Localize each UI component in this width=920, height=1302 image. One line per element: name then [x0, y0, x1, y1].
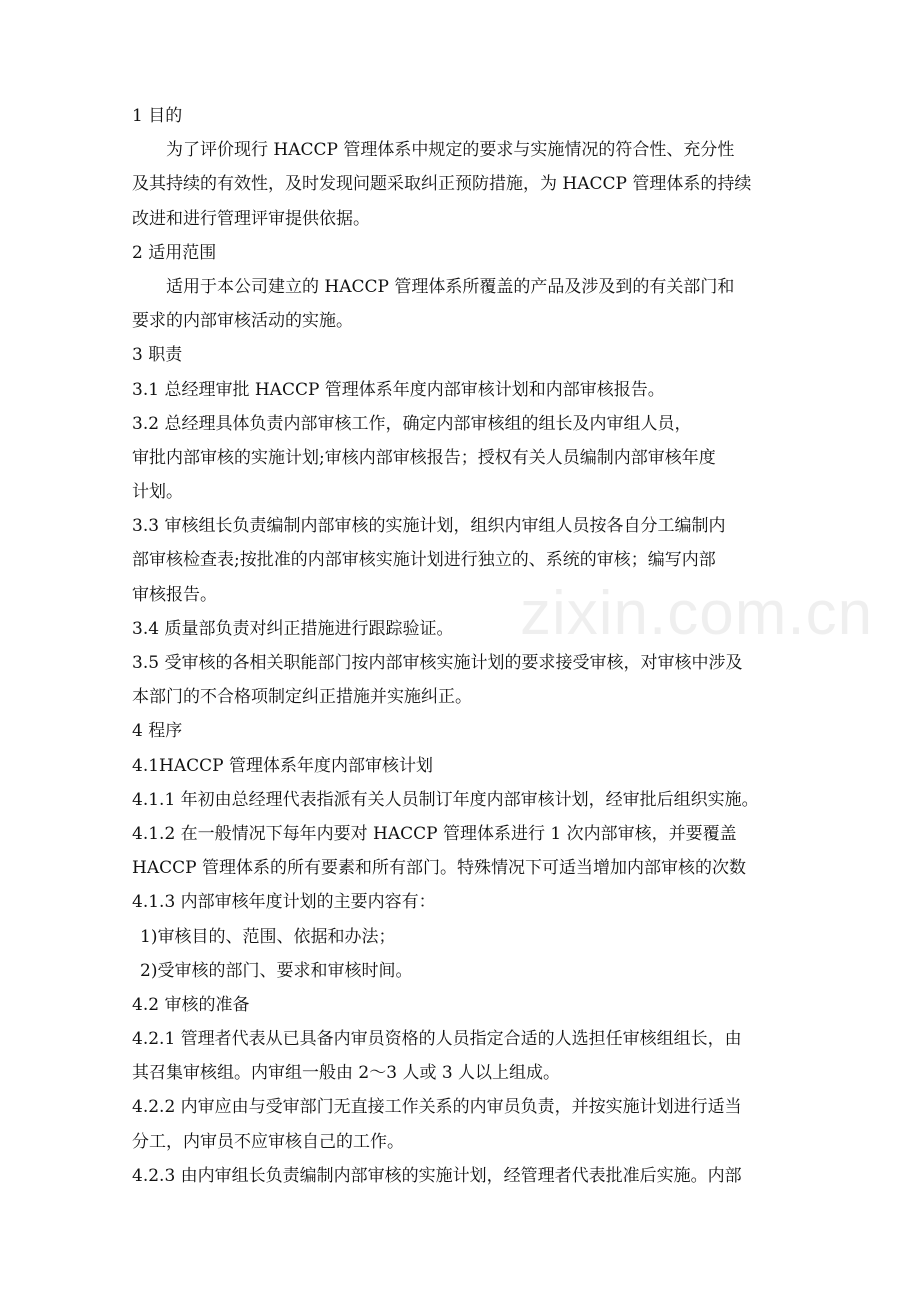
paragraph-line: 适用于本公司建立的 HACCP 管理体系所覆盖的产品及涉及到的有关部门和	[166, 276, 735, 297]
paragraph-line: 改进和进行管理评审提供依据。	[132, 208, 370, 229]
clause-line: 4.2.2 内审应由与受审部门无直接工作关系的内审员负责，并按实施计划进行适当	[132, 1097, 742, 1118]
paragraph-line: 要求的内部审核活动的实施。	[132, 311, 353, 332]
paragraph-line: 为了评价现行 HACCP 管理体系中规定的要求与实施情况的符合性、充分性	[166, 140, 735, 161]
paragraph-line: 及其持续的有效性，及时发现问题采取纠正预防措施，为 HACCP 管理体系的持续	[132, 174, 752, 195]
section-heading: 1 目的	[132, 106, 183, 126]
clause-line: 分工，内审员不应审核自己的工作。	[132, 1131, 404, 1152]
list-item: 1)审核目的、范围、依据和办法；	[140, 926, 396, 947]
watermark: zixin.com.cn	[520, 579, 874, 648]
clause-line: 3.4 质量部负责对纠正措施进行跟踪验证。	[132, 618, 454, 639]
document-body	[132, 99, 797, 1193]
clause-line: 4.1.3 内部审核年度计划的主要内容有：	[132, 892, 436, 913]
clause-line: 3.1 总经理审批 HACCP 管理体系年度内部审核计划和内部审核报告。	[132, 379, 665, 400]
list-item: 2)受审核的部门、要求和审核时间。	[140, 960, 413, 981]
clause-line: 本部门的不合格项制定纠正措施并实施纠正。	[132, 687, 472, 708]
clause-line: 3.3 审核组长负责编制内部审核的实施计划，组织内审组人员按各自分工编制内	[132, 516, 726, 537]
clause-line: 3.2 总经理具体负责内部审核工作，确定内部审核组的组长及内审组人员，	[132, 413, 692, 434]
section-heading: 2 适用范围	[132, 242, 217, 263]
clause-line: HACCP 管理体系的所有要素和所有部门。特殊情况下可适当增加内部审核的次数	[132, 858, 746, 879]
clause-line: 审核报告。	[132, 584, 217, 605]
clause-line: 4.1.1 年初由总经理代表指派有关人员制订年度内部审核计划，经审批后组织实施。	[132, 789, 759, 810]
section-heading: 3 职责	[132, 345, 183, 366]
clause-line: 其召集审核组。内审组一般由 2～3 人或 3 人以上组成。	[132, 1063, 561, 1084]
subsection-heading: 4.2 审核的准备	[132, 994, 250, 1015]
subsection-heading: 4.1HACCP 管理体系年度内部审核计划	[132, 755, 433, 776]
clause-line: 4.2.3 由内审组长负责编制内部审核的实施计划，经管理者代表批准后实施。内部	[132, 1165, 742, 1186]
clause-line: 部审核检查表;按批准的内部审核实施计划进行独立的、系统的审核；编写内部	[132, 550, 716, 571]
clause-line: 计划。	[132, 482, 183, 503]
clause-line: 4.2.1 管理者代表从已具备内审员资格的人员指定合适的人选担任审核组组长，由	[132, 1029, 742, 1050]
clause-line: 3.5 受审核的各相关职能部门按内部审核实施计划的要求接受审核，对审核中涉及	[132, 653, 743, 673]
clause-line: 审批内部审核的实施计划;审核内部审核报告；授权有关人员编制内部审核年度	[132, 447, 716, 468]
clause-line: 4.1.2 在一般情况下每年内要对 HACCP 管理体系进行 1 次内部审核，并要覆盖	[132, 823, 737, 844]
section-heading: 4 程序	[132, 721, 183, 742]
